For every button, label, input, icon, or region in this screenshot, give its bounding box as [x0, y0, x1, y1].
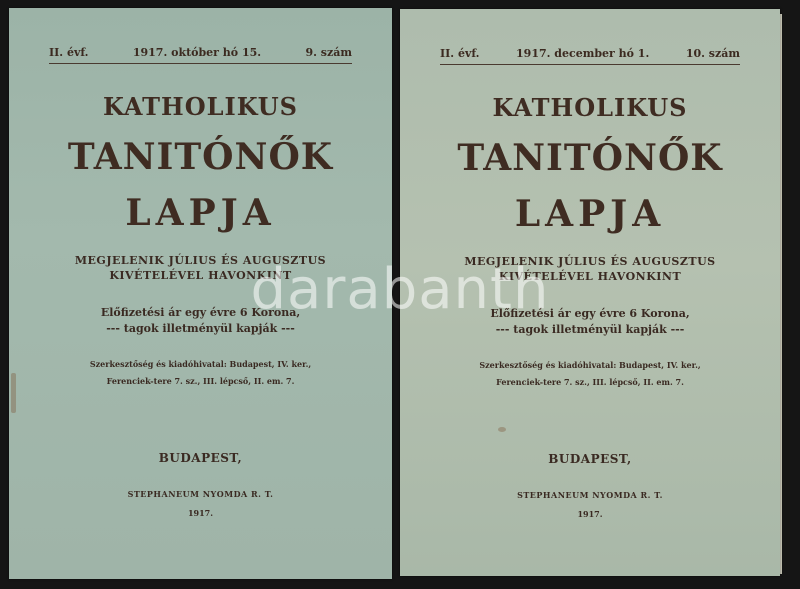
volume-label: II. évf. — [49, 46, 89, 59]
stain-mark — [498, 427, 506, 432]
issue-date: 1917. október hó 15. — [132, 46, 262, 59]
office-line-2: Ferenciek-tere 7. sz., III. lépcső, II. em. 7. — [496, 377, 684, 387]
subscription-line-2: --- tagok illetményül kapják --- — [106, 322, 295, 335]
title-line-2: TANITÓNŐK — [67, 136, 334, 178]
watermark-text: darabanth — [250, 257, 550, 322]
booklet-cover-october — [9, 8, 392, 579]
imprint-year: 1917. — [187, 508, 214, 518]
office-line-2: Ferenciek-tere 7. sz., III. lépcső, II. em. 7. — [106, 376, 295, 386]
subtitle-line-2: KIVÉTELÉVEL HAVONKINT — [498, 270, 682, 283]
subscription-line-2: --- tagok illetményül kapják --- — [495, 323, 685, 336]
title-line-3: LAPJA — [125, 192, 276, 234]
issue-date: 1917. december hó 1. — [516, 47, 650, 60]
title-line-1: KATHOLIKUS — [102, 92, 298, 121]
subtitle-line-1: MEGJELENIK JÚLIUS ÉS AUGUSZTUS — [464, 255, 716, 268]
subtitle-line-1: MEGJELENIK JÚLIUS ÉS AUGUSZTUS — [74, 254, 327, 267]
stain-mark — [11, 373, 16, 413]
title-line-1: KATHOLIKUS — [492, 93, 688, 122]
subscription-line-1: Előfizetési ár egy évre 6 Korona, — [490, 307, 690, 320]
imprint-printer: STEPHANEUM NYOMDA R. T. — [517, 490, 663, 500]
issue-number: 9. szám — [305, 46, 352, 59]
subtitle-line-2: KIVÉTELÉVEL HAVONKINT — [109, 269, 292, 282]
volume-label: II. évf. — [440, 47, 480, 60]
office-line-1: Szerkesztőség és kiadóhivatal: Budapest, IV. ker., — [479, 360, 701, 370]
imprint-city: BUDAPEST, — [158, 451, 243, 465]
subscription-line-1: Előfizetési ár egy évre 6 Korona, — [100, 306, 301, 319]
header-rule — [49, 63, 352, 64]
header-rule — [440, 64, 740, 65]
issue-header — [440, 47, 740, 60]
office-line-1: Szerkesztőség és kiadóhivatal: Budapest, IV. ker., — [89, 359, 312, 369]
title-line-3: LAPJA — [514, 193, 666, 235]
issue-header — [49, 46, 352, 59]
issue-number: 10. szám — [685, 47, 740, 60]
imprint-printer: STEPHANEUM NYOMDA R. T. — [127, 489, 274, 499]
imprint-city: BUDAPEST, — [548, 452, 632, 466]
imprint-year: 1917. — [577, 509, 603, 519]
booklet-cover-december — [400, 9, 780, 576]
title-line-2: TANITÓNŐK — [457, 137, 723, 179]
